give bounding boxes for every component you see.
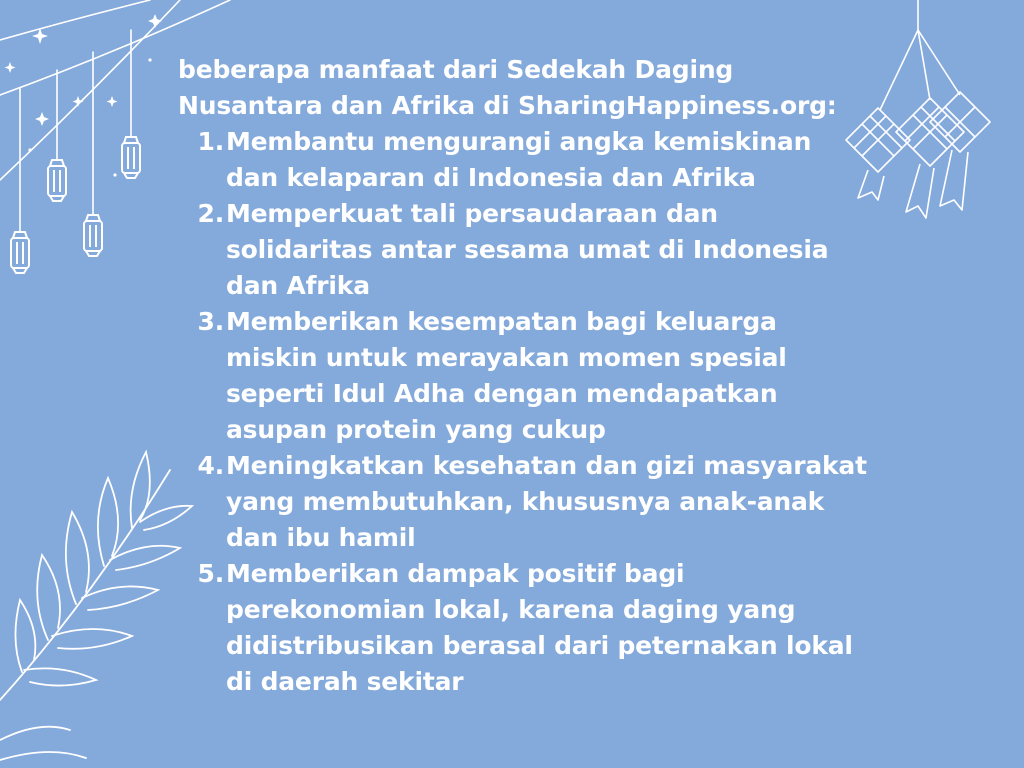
benefit-item-3 — [178, 304, 868, 448]
benefits-text-block — [178, 52, 868, 700]
benefit-item-1 — [178, 124, 868, 196]
benefit-item-4 — [178, 448, 868, 556]
palm-leaf-decoration — [0, 452, 192, 760]
benefit-text: Memberikan kesempatan bagi keluarga miskin untuk merayakan momen spesial seperti Idul Adha dengan mendapatkan asupan protein yang cukup — [226, 307, 787, 444]
benefit-text: Memperkuat tali persaudaraan dan solidaritas antar sesama umat di Indonesia dan Afrika — [226, 199, 829, 300]
benefit-item-2 — [178, 196, 868, 304]
benefit-text: Membantu mengurangi angka kemiskinan dan kelaparan di Indonesia dan Afrika — [226, 127, 812, 192]
benefit-text: Meningkatkan kesehatan dan gizi masyarakat yang membutuhkan, khususnya anak-anak dan ibu hamil — [226, 451, 867, 552]
benefit-number: 5. — [197, 559, 224, 588]
intro-text: beberapa manfaat dari Sedekah Daging Nusantara dan Afrika di SharingHappiness.org: — [178, 55, 837, 120]
benefit-list — [178, 124, 868, 700]
benefit-text: Memberikan dampak positif bagi perekonomian lokal, karena daging yang didistribusikan berasal dari peternakan lokal di daerah sekitar — [226, 559, 853, 696]
benefit-number: 4. — [197, 451, 224, 480]
lantern-icon — [11, 137, 140, 273]
benefit-number: 3. — [197, 307, 224, 336]
benefit-number: 1. — [197, 127, 224, 156]
benefit-number: 2. — [197, 199, 224, 228]
benefit-item-5 — [178, 556, 868, 700]
